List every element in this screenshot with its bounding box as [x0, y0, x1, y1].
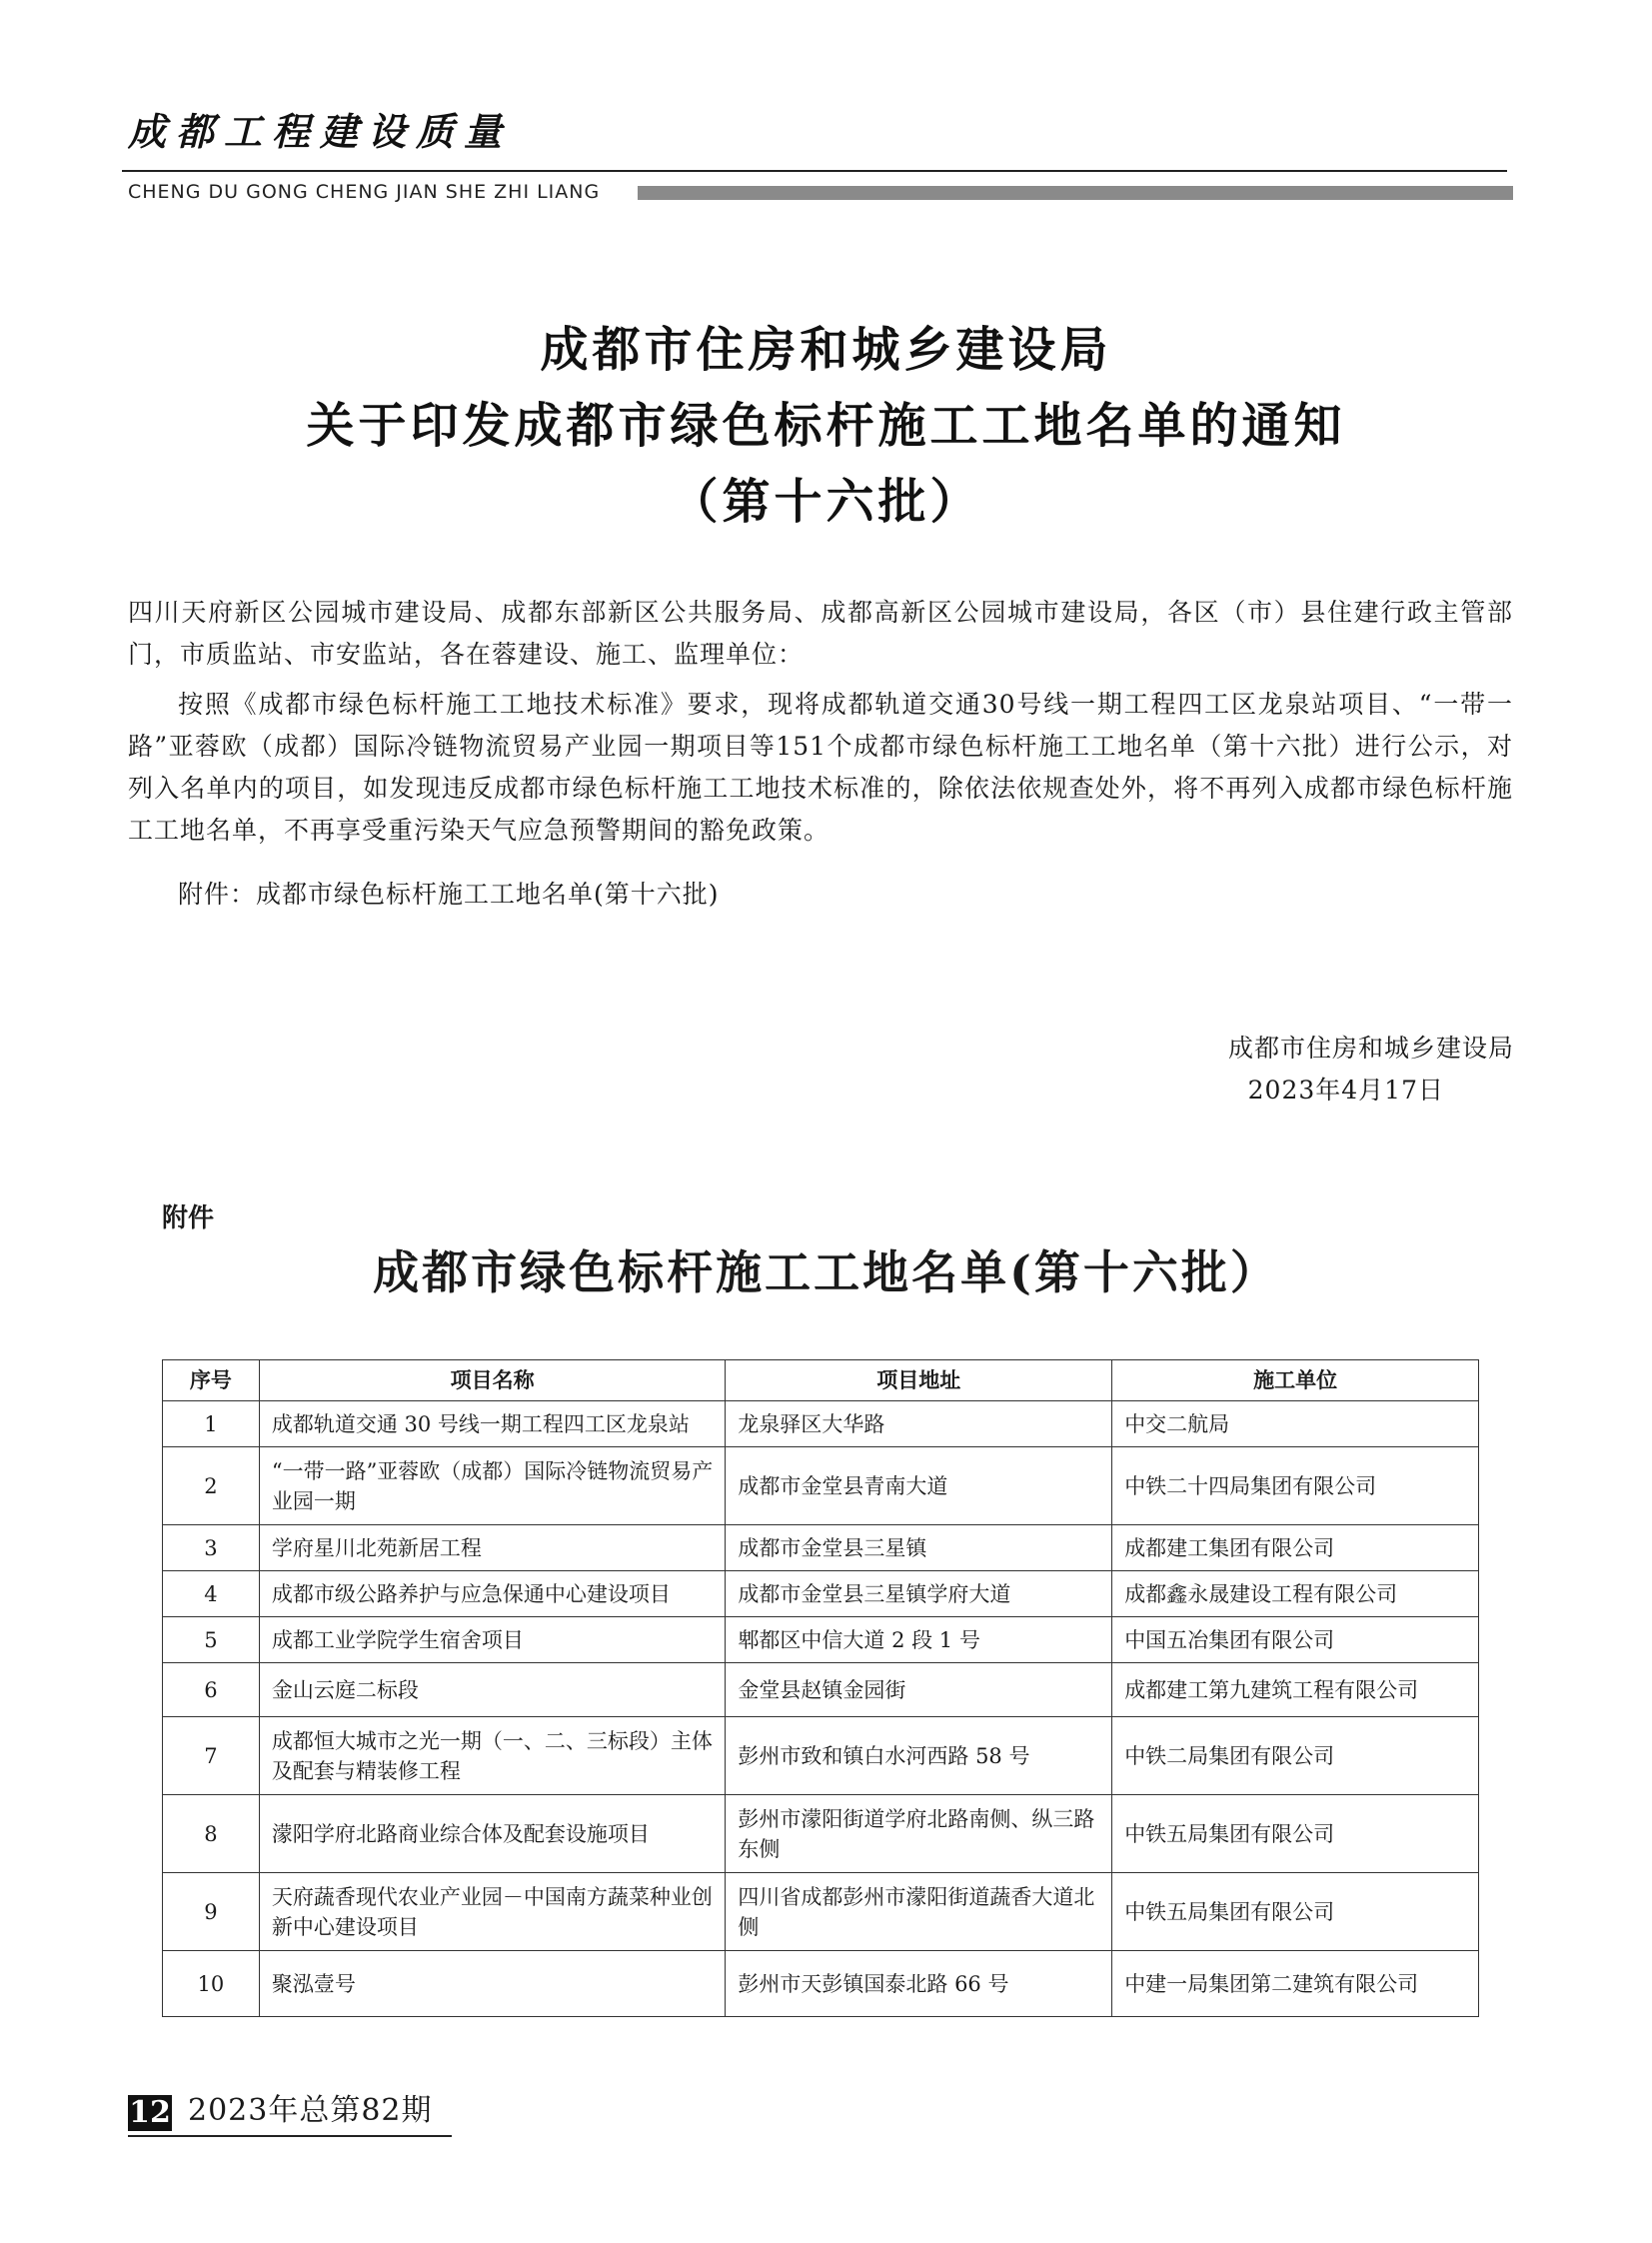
project-name: 聚泓壹号: [259, 1951, 726, 2017]
row-index: 8: [163, 1795, 260, 1873]
journal-title: 成都工程建设质量: [128, 109, 513, 154]
issue-date: 2023年4月17日: [1247, 1076, 1444, 1105]
project-address: 彭州市致和镇白水河西路 58 号: [726, 1717, 1112, 1795]
project-name: “一带一路”亚蓉欧（成都）国际冷链物流贸易产业园一期: [259, 1447, 726, 1525]
masthead-rule: [122, 170, 1507, 172]
contractor: 中铁二十四局集团有限公司: [1112, 1447, 1479, 1525]
project-address: 彭州市濛阳街道学府北路南侧、纵三路东侧: [726, 1795, 1112, 1873]
main-paragraph: 按照《成都市绿色标杆施工工地技术标准》要求，现将成都轨道交通30号线一期工程四工区龙泉站项目、“一带一路”亚蓉欧（成都）国际冷链物流贸易产业园一期项目等151个成都市绿色标杆施工工地名单（第十六批）进行公示，对列入名单内的项目，如发现违反成都市绿色标杆施工工地技术标准的，除依法依规查处外，将不再列入成都市绿色标杆施工工地名单，不再享受重污染天气应急预警期间的豁免政策。: [128, 690, 1513, 845]
project-address: 成都市金堂县青南大道: [726, 1447, 1112, 1525]
project-name: 成都恒大城市之光一期（一、二、三标段）主体及配套与精装修工程: [259, 1717, 726, 1795]
notice-title-line-3: （第十六批）: [670, 474, 982, 530]
page-footer: [128, 2089, 452, 2137]
annex-label: 附件: [162, 1203, 215, 1233]
project-name: 成都市级公路养护与应急保通中心建设项目: [259, 1571, 726, 1617]
table-row: [163, 1873, 1479, 1951]
masthead-bar: [638, 186, 1513, 200]
contractor: 成都建工第九建筑工程有限公司: [1112, 1663, 1479, 1717]
project-name: 成都轨道交通 30 号线一期工程四工区龙泉站: [259, 1401, 726, 1447]
row-index: 2: [163, 1447, 260, 1525]
project-address: 金堂县赵镇金园街: [726, 1663, 1112, 1717]
table-row: [163, 1525, 1479, 1571]
contractor: 中建一局集团第二建筑有限公司: [1112, 1951, 1479, 2017]
table-header-row: [163, 1360, 1479, 1401]
footer-rule: [128, 2135, 452, 2137]
header-project-name: 项目名称: [259, 1360, 726, 1401]
notice-title-line-1: 成都市住房和城乡建设局: [540, 322, 1112, 378]
project-address: 成都市金堂县三星镇学府大道: [726, 1571, 1112, 1617]
contractor: 中铁五局集团有限公司: [1112, 1873, 1479, 1951]
row-index: 6: [163, 1663, 260, 1717]
notice-title: [0, 312, 1652, 540]
row-index: 1: [163, 1401, 260, 1447]
recipients-paragraph: 四川天府新区公园城市建设局、成都东部新区公共服务局、成都高新区公园城市建设局，各区（市）县住建行政主管部门，市质监站、市安监站，各在蓉建设、施工、监理单位：: [128, 598, 1513, 669]
table-row: [163, 1447, 1479, 1525]
project-address: 彭州市天彭镇国泰北路 66 号: [726, 1951, 1112, 2017]
site-list-table: [162, 1359, 1479, 2017]
annex-title: 成都市绿色标杆施工工地名单(第十六批）: [373, 1245, 1279, 1299]
masthead: [128, 108, 1507, 203]
contractor: 成都建工集团有限公司: [1112, 1525, 1479, 1571]
row-index: 4: [163, 1571, 260, 1617]
contractor: 成都鑫永晟建设工程有限公司: [1112, 1571, 1479, 1617]
page-number: 12: [129, 2095, 171, 2130]
table-row: [163, 1951, 1479, 2017]
attachment-note: 附件：成都市绿色标杆施工工地名单(第十六批): [178, 880, 720, 909]
issue-label: 2023年总第82期: [188, 2093, 433, 2128]
project-address: 龙泉驿区大华路: [726, 1401, 1112, 1447]
table-row: [163, 1663, 1479, 1717]
row-index: 3: [163, 1525, 260, 1571]
table-row: [163, 1571, 1479, 1617]
project-name: 金山云庭二标段: [259, 1663, 726, 1717]
signature-block: [1228, 1028, 1514, 1112]
header-contractor: 施工单位: [1112, 1360, 1479, 1401]
contractor: 中铁二局集团有限公司: [1112, 1717, 1479, 1795]
table-row: [163, 1795, 1479, 1873]
contractor: 中交二航局: [1112, 1401, 1479, 1447]
project-name: 成都工业学院学生宿舍项目: [259, 1617, 726, 1663]
project-address: 郫都区中信大道 2 段 1 号: [726, 1617, 1112, 1663]
row-index: 10: [163, 1951, 260, 2017]
table-row: [163, 1617, 1479, 1663]
project-name: 学府星川北苑新居工程: [259, 1525, 726, 1571]
issuer: 成都市住房和城乡建设局: [1227, 1034, 1514, 1063]
project-address: 成都市金堂县三星镇: [726, 1525, 1112, 1571]
masthead-subtitle-row: [128, 178, 1513, 206]
table-row: [163, 1717, 1479, 1795]
row-index: 7: [163, 1717, 260, 1795]
project-address: 四川省成都彭州市濛阳街道蔬香大道北侧: [726, 1873, 1112, 1951]
contractor: 中铁五局集团有限公司: [1112, 1795, 1479, 1873]
table-row: [163, 1401, 1479, 1447]
notice-body: [128, 592, 1513, 916]
journal-subtitle: CHENG DU GONG CHENG JIAN SHE ZHI LIANG: [128, 181, 601, 203]
notice-title-line-2: 关于印发成都市绿色标杆施工工地名单的通知: [306, 398, 1346, 454]
row-index: 9: [163, 1873, 260, 1951]
project-name: 濛阳学府北路商业综合体及配套设施项目: [259, 1795, 726, 1873]
contractor: 中国五冶集团有限公司: [1112, 1617, 1479, 1663]
project-name: 天府蔬香现代农业产业园－中国南方蔬菜种业创新中心建设项目: [259, 1873, 726, 1951]
header-index: 序号: [163, 1360, 260, 1401]
row-index: 5: [163, 1617, 260, 1663]
header-project-address: 项目地址: [726, 1360, 1112, 1401]
